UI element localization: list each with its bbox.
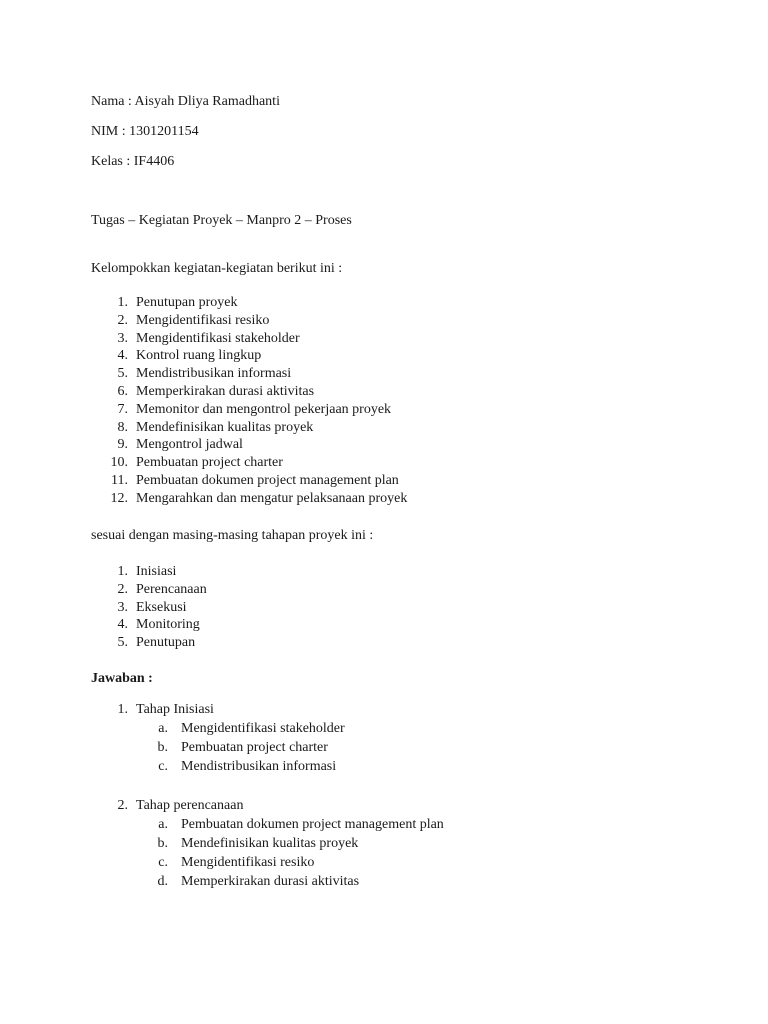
answer-items	[0, 815, 768, 891]
section-number: 1.	[117, 702, 128, 717]
item-number: 7.	[117, 401, 128, 417]
item-number: 9.	[117, 437, 128, 453]
answer-heading: Jawaban :	[91, 671, 153, 686]
item-letter: b.	[157, 836, 168, 851]
item-text: Perencanaan	[136, 581, 207, 597]
item-number: 3.	[117, 330, 128, 346]
item-number: 8.	[117, 419, 128, 435]
item-text: Pembuatan project charter	[181, 740, 328, 755]
answer-section-title	[0, 700, 768, 719]
item-text: Mendistribusikan informasi	[136, 366, 292, 382]
phases-instruction: sesuai dengan masing-masing tahapan proyek ini :	[91, 528, 374, 543]
item-text: Mengidentifikasi resiko	[181, 855, 315, 870]
item-text: Mengontrol jadwal	[136, 437, 243, 453]
list-item	[0, 815, 768, 834]
list-item	[0, 738, 768, 757]
item-text: Monitoring	[136, 617, 200, 633]
list-item	[0, 834, 768, 853]
item-text: Pembuatan dokumen project management plan	[181, 817, 444, 832]
item-letter: a.	[158, 721, 168, 736]
item-number: 2.	[117, 581, 128, 597]
assignment-title: Tugas – Kegiatan Proyek – Manpro 2 – Proses	[91, 213, 352, 228]
item-text: Memperkirakan durasi aktivitas	[181, 874, 360, 889]
answer-section-inisiasi	[0, 700, 768, 776]
list-item	[0, 757, 768, 776]
list-item	[0, 719, 768, 738]
item-number: 6.	[117, 383, 128, 399]
item-number: 3.	[117, 599, 128, 615]
item-text: Memonitor dan mengontrol pekerjaan proyek	[136, 401, 392, 417]
item-number: 1.	[117, 295, 128, 310]
item-text: Mendefinisikan kualitas proyek	[181, 836, 359, 851]
section-number: 2.	[117, 798, 128, 813]
item-text: Pembuatan dokumen project management plan	[136, 472, 399, 488]
item-letter: c.	[158, 855, 168, 870]
student-nim: NIM : 1301201154	[91, 124, 199, 139]
item-number: 12.	[110, 490, 128, 506]
item-letter: b.	[157, 740, 168, 755]
item-text: Kontrol ruang lingkup	[136, 348, 262, 364]
item-number: 5.	[117, 635, 128, 651]
item-number: 10.	[110, 455, 128, 471]
item-text: Penutupan proyek	[136, 295, 238, 310]
list-item	[0, 872, 768, 891]
instruction-text: Kelompokkan kegiatan-kegiatan berikut ini :	[91, 261, 343, 276]
item-text: Mengidentifikasi resiko	[136, 312, 270, 328]
item-text: Mendistribusikan informasi	[181, 759, 337, 774]
item-text: Mengidentifikasi stakeholder	[136, 330, 300, 346]
item-letter: c.	[158, 759, 168, 774]
item-text: Mendefinisikan kualitas proyek	[136, 419, 314, 435]
item-number: 4.	[117, 348, 128, 364]
item-number: 5.	[117, 366, 128, 382]
item-letter: a.	[158, 817, 168, 832]
section-title: Tahap perencanaan	[136, 798, 244, 813]
item-text: Mengarahkan dan mengatur pelaksanaan proyek	[136, 490, 408, 506]
item-text: Penutupan	[136, 635, 196, 651]
item-number: 1.	[117, 564, 128, 579]
student-class: Kelas : IF4406	[91, 154, 175, 169]
item-number: 2.	[117, 312, 128, 328]
item-number: 4.	[117, 617, 128, 633]
answer-items	[0, 719, 768, 776]
item-text: Inisiasi	[136, 564, 177, 579]
item-letter: d.	[157, 874, 168, 889]
student-name: Nama : Aisyah Dliya Ramadhanti	[91, 94, 280, 109]
item-text: Mengidentifikasi stakeholder	[181, 721, 345, 736]
item-text: Memperkirakan durasi aktivitas	[136, 383, 315, 399]
section-title: Tahap Inisiasi	[136, 702, 214, 717]
item-number: 11.	[111, 472, 128, 488]
answer-section-perencanaan	[0, 796, 768, 891]
item-text: Pembuatan project charter	[136, 455, 283, 471]
list-item	[0, 853, 768, 872]
item-text: Eksekusi	[136, 599, 187, 615]
answer-section-title	[0, 796, 768, 815]
